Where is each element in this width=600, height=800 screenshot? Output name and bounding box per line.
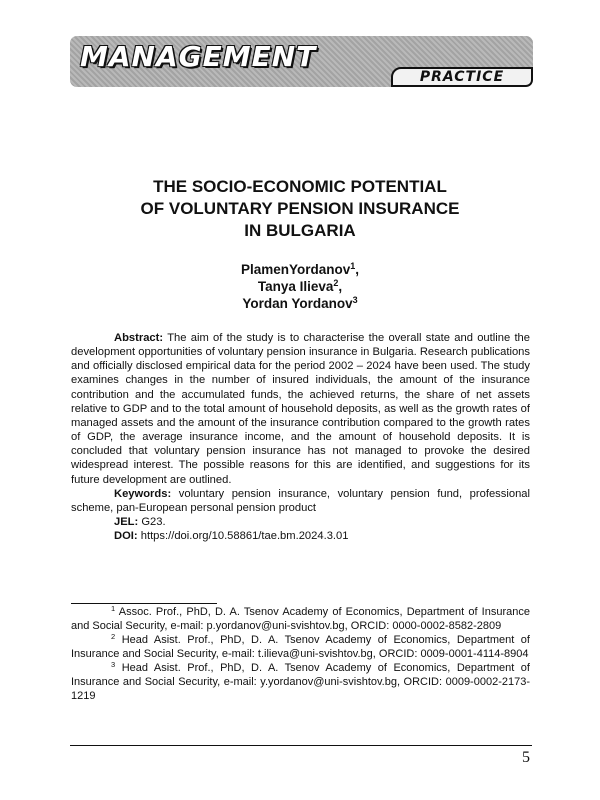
title-line: OF VOLUNTARY PENSION INSURANCE bbox=[140, 199, 460, 218]
footnote bbox=[71, 605, 530, 633]
journal-banner bbox=[70, 36, 533, 87]
title-line: THE SOCIO-ECONOMIC POTENTIAL bbox=[153, 177, 447, 196]
page-footer-rule bbox=[70, 745, 532, 746]
article-title bbox=[60, 176, 540, 242]
title-line: IN BULGARIA bbox=[244, 221, 356, 240]
footnote-text: Assoc. Prof., PhD, D. A. Tsenov Academy of Economics, Department of Insurance and Social Security, e-mail: p.yordanov@uni-svishtov.bg, ORCID: 0000-0002-8582-2809 bbox=[71, 606, 530, 632]
footnote-ref: 1 bbox=[111, 604, 116, 613]
abstract-label: Abstract: bbox=[114, 332, 164, 344]
footnote bbox=[71, 661, 530, 703]
footnote-text: Head Asist. Prof., PhD, D. A. Tsenov Academy of Economics, Department of Insurance and Social Security, e-mail: t.ilieva@uni-svishtov.bg, ORCID: 0009-0001-4114-8904 bbox=[71, 634, 530, 660]
doi-paragraph bbox=[71, 529, 530, 543]
abstract-text: The aim of the study is to characterise the overall state and outline the development opportunities of voluntary pension insurance in Bulgaria. Research publications and officially disclosed empirical data for the period 2002 – 2024 have been used. The study examines changes in the number of insured individuals, the amount of the insurance contribution and the accumulated funds, the achieved returns, the share of net assets relative to GDP and to the total amount of household deposits, as well as the growth rates of managed assets and the amount of the insurance contribution compared to the growth rates of GDP, the average insurance income, and the amount of household deposits. It is concluded that voluntary pension insurance has not managed to provoke the desired widespread interest. The possible reasons for this are identified, and suggestions for its future development are outlined. bbox=[71, 332, 530, 486]
keywords-text: voluntary pension insurance, voluntary pension fund, professional scheme, pan-European personal pension product bbox=[71, 487, 531, 514]
footnote-ref: 3 bbox=[111, 660, 116, 669]
author-name: Yordan Yordanov bbox=[242, 296, 353, 311]
author bbox=[60, 261, 540, 278]
doi-link[interactable]: https://doi.org/10.58861/tae.bm.2024.3.01 bbox=[140, 530, 349, 543]
banner-tab bbox=[391, 67, 533, 87]
author-ref: 2 bbox=[333, 278, 339, 288]
keywords-label: Keywords: bbox=[114, 487, 172, 500]
footnote-ref: 2 bbox=[111, 632, 116, 641]
jel-label: JEL: bbox=[114, 516, 139, 529]
author-list bbox=[60, 261, 540, 312]
abstract-paragraph bbox=[71, 331, 530, 487]
banner-title: MANAGEMENT bbox=[80, 40, 317, 73]
doi-label: DOI: bbox=[114, 530, 138, 543]
jel-text: G23. bbox=[141, 516, 166, 529]
footnotes bbox=[71, 605, 530, 703]
author-separator: , bbox=[355, 262, 360, 277]
jel-paragraph bbox=[71, 515, 530, 529]
author bbox=[60, 278, 540, 295]
page-number: 5 bbox=[522, 749, 530, 766]
banner-tab-label: PRACTICE bbox=[419, 69, 505, 85]
footnote bbox=[71, 633, 530, 661]
keywords-paragraph bbox=[71, 487, 530, 515]
footnote-divider bbox=[71, 603, 217, 604]
author-ref: 1 bbox=[350, 261, 356, 271]
author-separator: , bbox=[338, 279, 343, 294]
footnote-text: Head Asist. Prof., PhD, D. A. Tsenov Academy of Economics, Department of Insurance and Social Security, e-mail: y.yordanov@uni-svishtov.bg, ORCID: 0009-0002-2173-1219 bbox=[71, 662, 530, 702]
author-name: Tanya Ilieva bbox=[257, 279, 334, 294]
author-ref: 3 bbox=[352, 295, 358, 305]
author-name: PlamenYordanov bbox=[240, 262, 351, 277]
author bbox=[60, 295, 540, 312]
abstract-section bbox=[71, 331, 530, 543]
